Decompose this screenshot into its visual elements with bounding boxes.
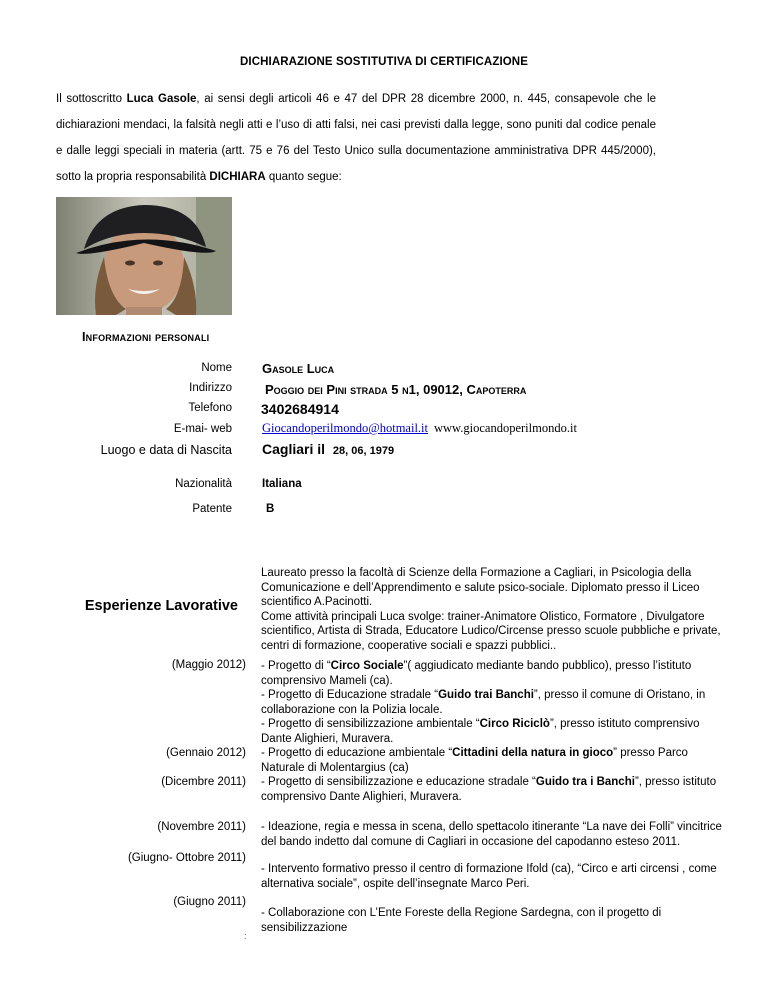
value-email-web [262, 421, 577, 436]
list-item: - Collaborazione con L’Ente Foreste della Regione Sardegna, con il progetto di sensibilizzazione [261, 907, 662, 934]
value-nationality: Italiana [262, 478, 302, 490]
intro-text: Il sottoscritto [56, 93, 127, 105]
list-item: - Progetto di Educazione stradale “Guido trai Banchi”, presso il comune di Oristano, in collaborazione con la Polizia locale. [261, 689, 706, 716]
footer-mark: : [244, 931, 247, 941]
intro-paragraph [56, 86, 656, 190]
list-item: - Progetto di “Circo Sociale”( aggiudicato mediante bando pubblico), presso l’istituto comprensivo Mameli (ca). [261, 660, 692, 687]
date-label: (Dicembre 2011) [161, 776, 246, 788]
email-link[interactable]: Giocandoperilmondo@hotmail.it [262, 421, 428, 435]
website-text: www.giocandoperilmondo.it [434, 421, 577, 435]
label-address: Indirizzo [189, 382, 232, 394]
value-phone: 3402684914 [261, 401, 339, 417]
label-nationality: Nazionalità [175, 478, 232, 490]
date-label: (Giugno 2011) [173, 896, 246, 908]
date-label: (Maggio 2012) [171, 659, 246, 671]
section-title-experience: Esperienze Lavorative [84, 598, 238, 614]
date-label: (Novembre 2011) [157, 821, 246, 833]
value-address: Poggio dei Pini strada 5 n1, 09012, Capoterra [265, 382, 527, 397]
intro-text: , ai sensi degli articoli 46 e 47 del DPR 28 dicembre 2000, n. 445, consapevole che le dichiarazioni mendaci, la falsità negli atti e l’uso di atti falsi, nei casi previsti dalla legge, sono puniti dal codice penale e dalle leggi speciali in materia (artt. 75 e 76 del Testo Unico sulla documentazione amministrativa DPR 445/2000), sotto la propria responsabilità [56, 93, 656, 183]
date-label: (Giugno- Ottobre 2011) [127, 852, 246, 864]
intro-text: quanto segue: [265, 171, 342, 183]
experience-summary: Laureato presso la facoltà di Scienze della Formazione a Cagliari, in Psicologia della Comunicazione e dell’Apprendimento e salute psico-sociale. Diplomato presso il Liceo scientifico A.Pacinotti. Come attività principali Luca svolge: trainer-Animatore Olistico, Formatore , Divulgatore scientifico, Artista di Strada, Educatore Ludico/Circense presso scuole pubbliche e private, centri di formazione, cooperative sociali e spazzi pubblici.. [261, 567, 721, 652]
list-item: - Intervento formativo presso il centro di formazione Ifold (ca), “Circo e arti circensi , come alternativa sociale”, ospite dell’insegnate Marco Peri. [261, 863, 717, 890]
label-license: Patente [192, 503, 232, 515]
list-item: - Progetto di sensibilizzazione ambientale “Circo Riciclò”, presso istituto comprensivo Dante Alighieri, Muravera. [261, 718, 700, 745]
experience-projects [261, 659, 731, 804]
label-phone: Telefono [188, 402, 232, 414]
value-name: Gasole Luca [262, 361, 335, 376]
intro-name: Luca Gasole [126, 93, 197, 105]
intro-keyword: DICHIARA [209, 171, 266, 183]
label-birth: Luogo e data di Nascita [100, 443, 232, 457]
profile-photo [56, 197, 232, 315]
list-item: - Progetto di sensibilizzazione e educazione stradale “Guido tra i Banchi”, presso istituto comprensivo Dante Alighieri, Muravera. [261, 776, 717, 803]
list-item: - Progetto di educazione ambientale “Cittadini della natura in gioco” presso Parco Naturale di Molentargius (ca) [261, 747, 688, 774]
section-title-personal: Informazioni personali [82, 330, 210, 344]
birth-place: Cagliari il [262, 441, 329, 457]
value-license: B [266, 503, 275, 515]
date-label: (Gennaio 2012) [166, 747, 246, 759]
document-title: DICHIARAZIONE SOSTITUTIVA DI CERTIFICAZIONE [240, 56, 528, 68]
label-name: Nome [201, 362, 232, 374]
list-item: - Ideazione, regia e messa in scena, dello spettacolo itinerante “La nave dei Folli” vincitrice del bando indetto dal comune di Cagliari in occasione del capodanno esteso 2011. [261, 821, 722, 848]
birth-date: 28, 06, 1979 [332, 445, 395, 457]
value-birth [262, 441, 394, 457]
label-email-web: E-mai- web [173, 423, 232, 435]
